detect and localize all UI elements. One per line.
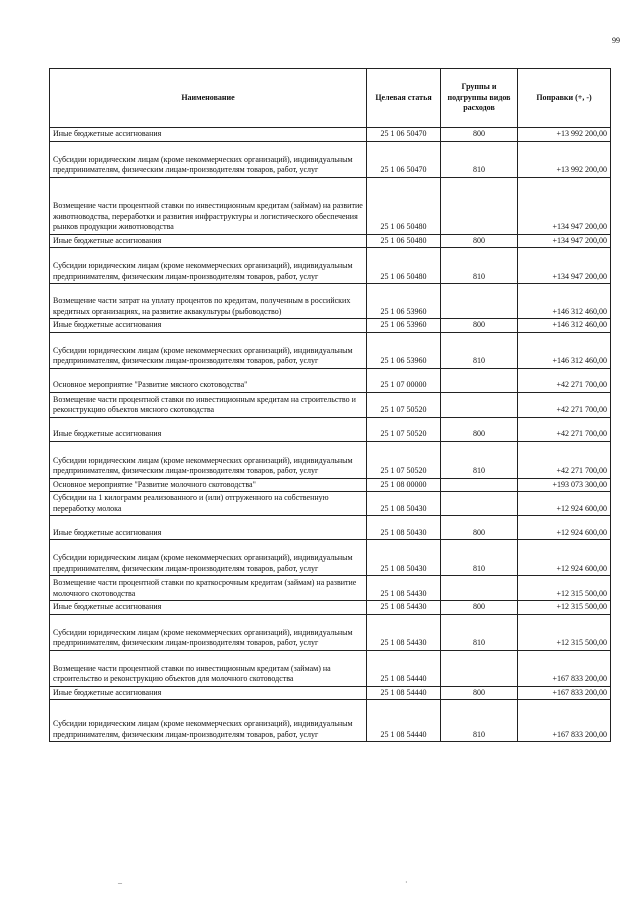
row-name: Субсидии юридическим лицам (кроме некоммерческих организаций), индивидуальным предпринимателям, физическим лицам-производителям товаров, работ, услуг (50, 540, 367, 576)
row-amount: +42 271 700,00 (518, 368, 611, 392)
row-name: Возмещение части затрат на уплату процентов по кредитам, полученным в российских кредитных организациях, на развитие аквакультуры (рыбоводство) (50, 284, 367, 319)
row-type: 810 (441, 141, 518, 177)
row-type: 810 (441, 614, 518, 650)
row-type: 800 (441, 234, 518, 248)
row-amount: +42 271 700,00 (518, 441, 611, 478)
row-name: Субсидии юридическим лицам (кроме некоммерческих организаций), индивидуальным предпринимателям, физическим лицам-производителям товаров, работ, услуг (50, 614, 367, 650)
table-row (50, 417, 611, 441)
row-code: 25 1 06 50470 (367, 141, 441, 177)
row-amount: +12 924 600,00 (518, 516, 611, 540)
table-row (50, 492, 611, 516)
table-row (50, 128, 611, 142)
row-type: 810 (441, 332, 518, 368)
row-amount: +167 833 200,00 (518, 700, 611, 742)
row-amount: +193 073 300,00 (518, 478, 611, 492)
row-name: Субсидии юридическим лицам (кроме некоммерческих организаций), индивидуальным предпринимателям, физическим лицам-производителям товаров, работ, услуг (50, 332, 367, 368)
row-code: 25 1 08 54440 (367, 700, 441, 742)
row-code: 25 1 06 53960 (367, 332, 441, 368)
table-row (50, 441, 611, 478)
table-row (50, 614, 611, 650)
row-name: Иные бюджетные ассигнования (50, 319, 367, 333)
row-name: Субсидии юридическим лицам (кроме некоммерческих организаций), индивидуальным предпринимателям, физическим лицам-производителям товаров, работ, услуг (50, 700, 367, 742)
table-row (50, 540, 611, 576)
row-code: 25 1 06 50470 (367, 128, 441, 142)
table-row (50, 332, 611, 368)
row-code: 25 1 08 50430 (367, 492, 441, 516)
bottom-mark: – (118, 878, 122, 887)
row-amount: +42 271 700,00 (518, 392, 611, 417)
table-row (50, 700, 611, 742)
row-type (441, 492, 518, 516)
table-row (50, 177, 611, 234)
table-row (50, 141, 611, 177)
row-type (441, 368, 518, 392)
budget-table (49, 68, 611, 742)
row-amount: +13 992 200,00 (518, 128, 611, 142)
row-name: Возмещение части процентной ставки по инвестиционным кредитам (займам) на строительство и реконструкцию объектов для молочного скотоводства (50, 650, 367, 686)
row-name: Субсидии на 1 килограмм реализованного и (или) отгруженного на собственную переработку молока (50, 492, 367, 516)
row-name: Возмещение части процентной ставки по краткосрочным кредитам (займам) на развитие молочного скотоводства (50, 576, 367, 601)
row-name: Основное мероприятие "Развитие молочного скотоводства" (50, 478, 367, 492)
row-code: 25 1 07 50520 (367, 441, 441, 478)
header-code: Целевая статья (367, 69, 441, 128)
row-type (441, 576, 518, 601)
row-code: 25 1 07 50520 (367, 417, 441, 441)
row-name: Иные бюджетные ассигнования (50, 686, 367, 700)
table-row (50, 601, 611, 615)
row-amount: +146 312 460,00 (518, 332, 611, 368)
header-type: Группы и подгруппы видов расходов (441, 69, 518, 128)
row-amount: +12 315 500,00 (518, 614, 611, 650)
row-name: Иные бюджетные ассигнования (50, 128, 367, 142)
row-type: 800 (441, 516, 518, 540)
row-type (441, 177, 518, 234)
table-row (50, 248, 611, 284)
table-row (50, 284, 611, 319)
row-name: Иные бюджетные ассигнования (50, 234, 367, 248)
row-type: 800 (441, 319, 518, 333)
row-code: 25 1 08 54440 (367, 686, 441, 700)
bottom-mark: · (405, 878, 408, 887)
row-name: Субсидии юридическим лицам (кроме некоммерческих организаций), индивидуальным предпринимателям, физическим лицам-производителям товаров, работ, услуг (50, 248, 367, 284)
table-row (50, 650, 611, 686)
row-amount: +12 315 500,00 (518, 576, 611, 601)
row-code: 25 1 08 54440 (367, 650, 441, 686)
row-name: Основное мероприятие "Развитие мясного скотоводства" (50, 368, 367, 392)
row-amount: +167 833 200,00 (518, 686, 611, 700)
header-name: Наименование (50, 69, 367, 128)
row-code: 25 1 08 50430 (367, 540, 441, 576)
row-code: 25 1 06 50480 (367, 177, 441, 234)
row-type (441, 392, 518, 417)
row-amount: +13 992 200,00 (518, 141, 611, 177)
row-code: 25 1 08 00000 (367, 478, 441, 492)
table-header-row (50, 69, 611, 128)
table-row (50, 686, 611, 700)
row-code: 25 1 06 53960 (367, 319, 441, 333)
row-amount: +146 312 460,00 (518, 284, 611, 319)
row-code: 25 1 08 50430 (367, 516, 441, 540)
header-amount: Поправки (+, -) (518, 69, 611, 128)
row-type: 810 (441, 700, 518, 742)
row-name: Возмещение части процентной ставки по инвестиционным кредитам на строительство и реконструкцию объектов мясного скотоводства (50, 392, 367, 417)
table-row (50, 319, 611, 333)
row-type: 810 (441, 441, 518, 478)
row-name: Иные бюджетные ассигнования (50, 601, 367, 615)
row-name: Возмещение части процентной ставки по инвестиционным кредитам (займам) на развитие животноводства, переработки и развития инфраструктуры и логистического обеспечения рынков продукции животноводства (50, 177, 367, 234)
row-type: 800 (441, 417, 518, 441)
row-amount: +12 924 600,00 (518, 540, 611, 576)
row-name: Иные бюджетные ассигнования (50, 516, 367, 540)
row-type: 810 (441, 540, 518, 576)
table-row (50, 368, 611, 392)
row-code: 25 1 06 53960 (367, 284, 441, 319)
table-row (50, 516, 611, 540)
row-name: Иные бюджетные ассигнования (50, 417, 367, 441)
row-type (441, 478, 518, 492)
row-type: 800 (441, 128, 518, 142)
row-code: 25 1 08 54430 (367, 576, 441, 601)
row-code: 25 1 06 50480 (367, 248, 441, 284)
row-code: 25 1 07 00000 (367, 368, 441, 392)
row-type: 800 (441, 601, 518, 615)
row-amount: +42 271 700,00 (518, 417, 611, 441)
row-amount: +167 833 200,00 (518, 650, 611, 686)
row-amount: +146 312 460,00 (518, 319, 611, 333)
row-name: Субсидии юридическим лицам (кроме некоммерческих организаций), индивидуальным предпринимателям, физическим лицам-производителям товаров, работ, услуг (50, 141, 367, 177)
row-amount: +12 924 600,00 (518, 492, 611, 516)
row-type: 800 (441, 686, 518, 700)
table-row (50, 392, 611, 417)
row-amount: +12 315 500,00 (518, 601, 611, 615)
row-amount: +134 947 200,00 (518, 177, 611, 234)
row-code: 25 1 08 54430 (367, 601, 441, 615)
row-code: 25 1 07 50520 (367, 392, 441, 417)
page-number: 99 (612, 36, 620, 45)
row-code: 25 1 06 50480 (367, 234, 441, 248)
table-row (50, 478, 611, 492)
row-amount: +134 947 200,00 (518, 248, 611, 284)
row-code: 25 1 08 54430 (367, 614, 441, 650)
row-type: 810 (441, 248, 518, 284)
row-type (441, 284, 518, 319)
table-row (50, 576, 611, 601)
row-type (441, 650, 518, 686)
table-row (50, 234, 611, 248)
row-amount: +134 947 200,00 (518, 234, 611, 248)
row-name: Субсидии юридическим лицам (кроме некоммерческих организаций), индивидуальным предпринимателям, физическим лицам-производителям товаров, работ, услуг (50, 441, 367, 478)
